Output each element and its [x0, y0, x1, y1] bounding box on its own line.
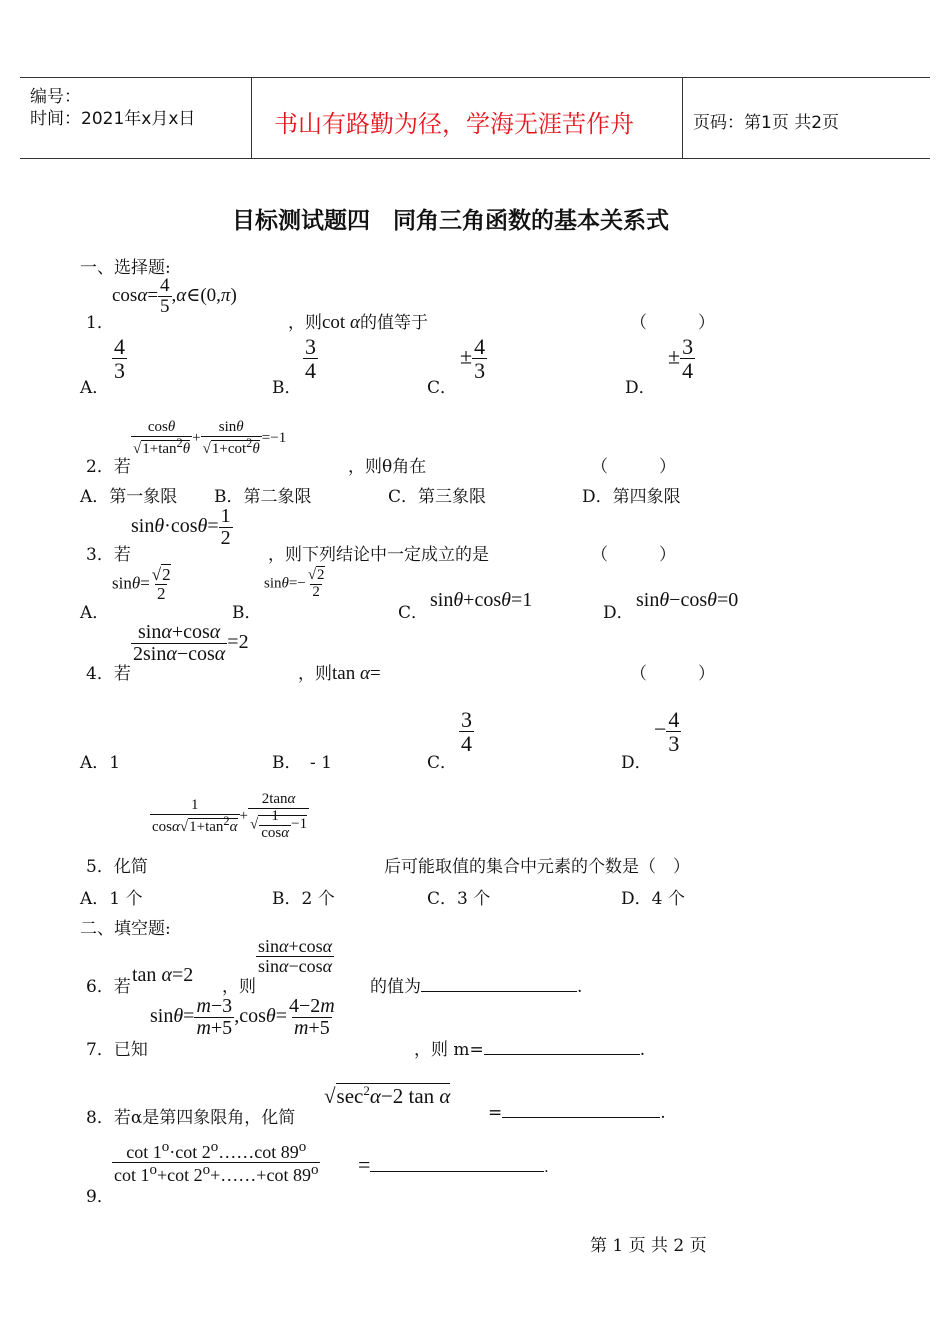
q1-option-a-label: A． — [80, 378, 110, 398]
q4-option-a: A．1 — [80, 753, 121, 773]
q8-answer: = . — [488, 1103, 666, 1123]
q3-number: 3．若 — [86, 545, 131, 565]
header-time-label: 时间：2021年x月x日 — [30, 109, 196, 129]
q3-paren: （ ） — [591, 545, 676, 565]
q5-option-b: B．2 个 — [272, 889, 335, 909]
q1-option-d-label: D． — [625, 378, 656, 398]
q2-option-d: D．第四象限 — [582, 487, 681, 507]
q7-stem: ，则 m= . — [414, 1040, 646, 1060]
q1-option-a: $\frac{4}{3}$ — [114, 334, 125, 384]
q4-stem: ，则tan α= — [298, 663, 381, 684]
q5-option-c: C．3 个 — [427, 889, 491, 909]
q1-option-c-label: C． — [427, 378, 458, 398]
q7-expr: sinθ= $\frac{m-3}{m+5}$ ,cosθ= $\frac{4-2m}{m+5}$ — [150, 995, 335, 1039]
q3-option-d-label: D． — [603, 603, 634, 623]
q1-paren: （ ） — [630, 313, 715, 333]
q6-mid: ，则 — [222, 977, 256, 997]
q4-number: 4．若 — [86, 664, 131, 684]
q1-option-d: ± $\frac{3}{4}$ — [668, 334, 694, 384]
q6-stem: 的值为 . — [370, 977, 583, 997]
q3-option-a: sinθ= $\frac{√2}{2}$ — [112, 565, 171, 603]
q5-option-d: D．4 个 — [621, 889, 685, 909]
q8-number: 8．若α是第四象限角，化简 — [86, 1108, 296, 1128]
q9-answer: = . — [358, 1152, 549, 1177]
header-divider — [682, 78, 683, 158]
q5-number: 5．化简 — [86, 857, 148, 877]
section-fill: 二、填空题: — [80, 919, 171, 939]
q1-number: 1． — [86, 313, 114, 333]
header-number-label: 编号： — [30, 87, 81, 107]
q1-option-c: ± $\frac{4}{3}$ — [460, 334, 486, 384]
q3-option-c: sinθ+cosθ=1 — [430, 589, 533, 611]
q4-option-c: $\frac{3}{4}$ — [461, 707, 472, 757]
q1-option-b-label: B． — [272, 378, 302, 398]
header-motto: 书山有路勤为径，学海无涯苦作舟 — [274, 110, 634, 138]
q5-option-a: A．1 个 — [80, 889, 143, 909]
q4-paren: （ ） — [630, 664, 715, 684]
q2-option-c: C．第三象限 — [388, 487, 487, 507]
q3-option-b: sinθ=− $\frac{√2}{2}$ — [264, 567, 325, 600]
page-title: 目标测试题四 同角三角函数的基本关系式 — [232, 208, 669, 234]
section-choice: 一、选择题: — [80, 258, 171, 278]
q4-option-b: B． - 1 — [272, 753, 332, 773]
q4-expr: $\frac{\sin\alpha+\cos\alpha}{2\sin\alpha-\cos\alpha}$ =2 — [133, 621, 249, 665]
q2-option-a: A．第一象限 — [80, 487, 178, 507]
q3-stem: ，则下列结论中一定成立的是 — [268, 545, 489, 565]
q7-number: 7．已知 — [86, 1040, 148, 1060]
q3-option-c-label: C． — [398, 603, 429, 623]
q3-expr: sinθ·cosθ= $\frac{1}{2}$ — [131, 505, 231, 549]
q2-expr: $\frac{\cos\theta}{√1+\tan^2\theta}$ + $\frac{\sin\theta}{√1+\cot^2\theta}$ =−1 — [133, 419, 287, 457]
q1-option-b: $\frac{3}{4}$ — [305, 334, 316, 384]
q4-option-c-label: C． — [427, 753, 458, 773]
q2-number: 2．若 — [86, 457, 131, 477]
q2-stem: ，则θ角在 — [348, 457, 427, 477]
q1-stem: ，则cot α的值等于 — [288, 312, 428, 333]
q6-given: tan α=2 — [132, 964, 194, 986]
q9-number: 9． — [86, 1187, 114, 1207]
q6-expr: $\frac{\sin\alpha+\cos\alpha}{\sin\alpha-\cos\alpha}$ — [258, 936, 333, 976]
q5-stem: 后可能取值的集合中元素的个数是（ ） — [384, 857, 690, 877]
q2-option-b: B．第二象限 — [214, 487, 312, 507]
q3-option-b-label: B． — [232, 603, 262, 623]
q9-expr: $\frac{\cot 1^o\cdot\cot 2^o\dots\dots\cot 89^o}{\cot 1^o+\cot 2^o+\dots\dots+\cot 89^o}$ — [114, 1139, 319, 1185]
q5-expr: $\frac{1}{\cos\alpha√1+\tan^2\alpha}$ + 2tanα √ $\frac{1}{\cos\alpha}$ −1 — [152, 791, 308, 841]
q3-option-d: sinθ−cosθ=0 — [636, 589, 739, 611]
footer-page-number: 第 1 页 共 2 页 — [590, 1236, 707, 1256]
q4-option-d: − $\frac{4}{3}$ — [654, 707, 680, 757]
q3-option-a-label: A． — [80, 603, 110, 623]
q6-number: 6．若 — [86, 977, 131, 997]
q1-given: cosα= $\frac{4}{5}$ ,α∈(0,π) — [112, 275, 237, 317]
q2-paren: （ ） — [591, 457, 676, 477]
header-divider — [251, 78, 252, 158]
header-page-label: 页码：第1页 共2页 — [693, 113, 840, 133]
q8-expr: $√\sec^2\alpha-2$ tan α — [324, 1083, 451, 1108]
q4-option-d-label: D． — [621, 753, 652, 773]
